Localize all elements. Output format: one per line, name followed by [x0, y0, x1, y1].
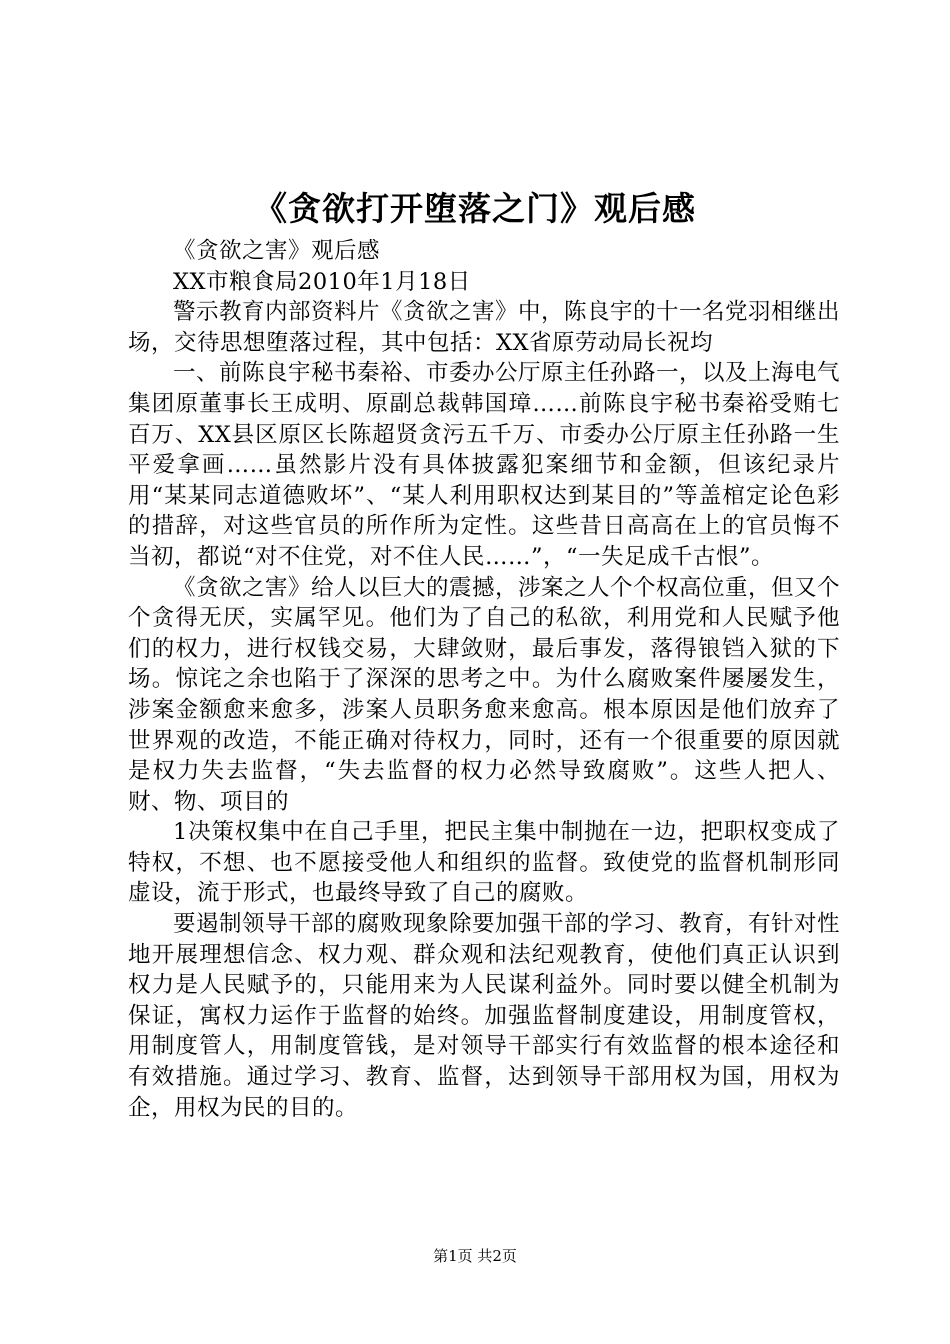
- paragraph: 警示教育内部资料片《贪欲之害》中，陈良宇的十一名党羽相继出场，交待思想堕落过程，其中包括：XX省原劳动局长祝均: [128, 299, 841, 356]
- page-footer: 第1页 共2页: [433, 1247, 517, 1265]
- paragraph-subtitle: 《贪欲之害》观后感: [173, 238, 381, 264]
- document-body: [128, 236, 840, 1123]
- paragraph: 一、前陈良宇秘书秦裕、市委办公厅原主任孙路一，以及上海电气集团原董事长王成明、原副总裁韩国璋……前陈良宇秘书秦裕受贿七百万、XX县区原区长陈超贤贪污五千万、市委办公厅原主任孙路一生平爱拿画……虽然影片没有具体披露犯案细节和金额，但该纪录片用“某某同志道德败坏”、“某人利用职权达到某目的”等盖棺定论色彩的措辞，对这些官员的所作所为定性。这些昔日高高在上的官员悔不当初，都说“对不住党，对不住人民……”，“一失足成千古恨”。: [128, 360, 841, 570]
- paragraph: 要遏制领导干部的腐败现象除要加强干部的学习、教育，有针对性地开展理想信念、权力观、群众观和法纪观教育，使他们真正认识到权力是人民赋予的，只能用来为人民谋利益外。同时要以健全机制为保证，寓权力运作于监督的始终。加强监督制度建设，用制度管权，用制度管人，用制度管钱，是对领导干部实行有效监督的根本途径和有效措施。通过学习、教育、监督，达到领导干部用权为国，用权为企，用权为民的目的。: [128, 911, 841, 1121]
- document-title: 《贪欲打开堕落之门》观后感: [254, 189, 696, 228]
- paragraph-author-date: XX市粮食局2010年1月18日: [173, 268, 471, 295]
- paragraph: 1决策权集中在自己手里，把民主集中制抛在一边，把职权变成了特权，不想、也不愿接受他人和组织的监督。致使党的监督机制形同虚设，流于形式，也最终导致了自己的腐败。: [128, 819, 840, 907]
- paragraph: 《贪欲之害》给人以巨大的震撼，涉案之人个个权高位重，但又个个贪得无厌，实属罕见。他们为了自己的私欲，利用党和人民赋予他们的权力，进行权钱交易，大肆敛财，最后事发，落得锒铛入狱的下场。惊诧之余也陷于了深深的思考之中。为什么腐败案件屡屡发生，涉案金额愈来愈多，涉案人员职务愈来愈高。根本原因是他们放弃了世界观的改造，不能正确对待权力，同时，还有一个很重要的原因就是权力失去监督，“失去监督的权力必然导致腐败”。这些人把人、财、物、项目的: [128, 574, 841, 815]
